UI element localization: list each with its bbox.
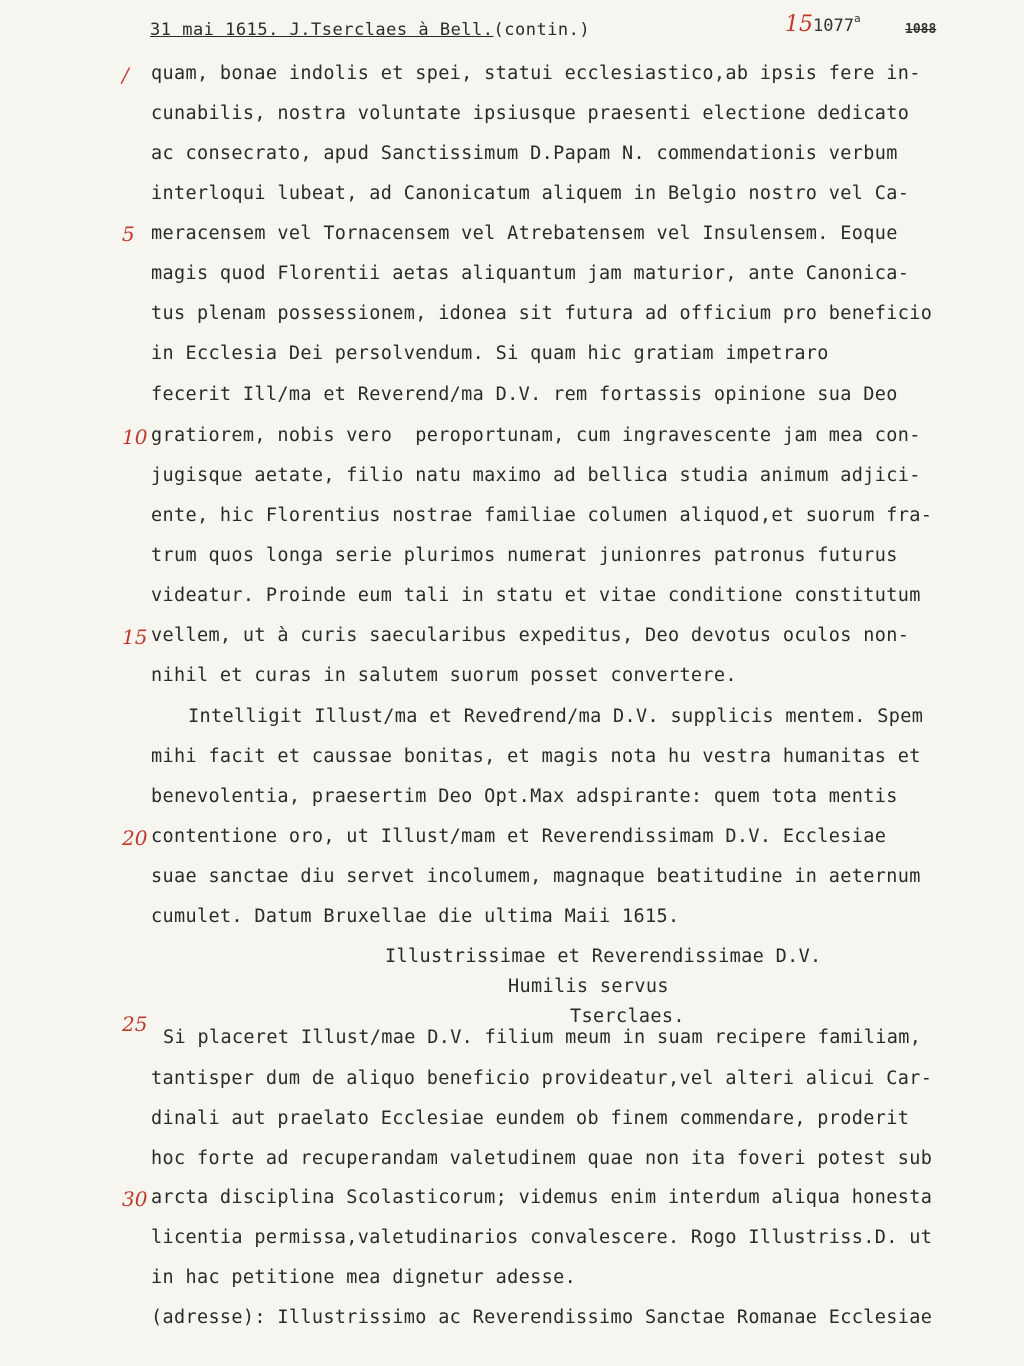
text-line: cumulet. Datum Bruxellae die ultima Maii 1615.: [151, 906, 680, 927]
text-line: interloqui lubeat, ad Canonicatum aliquem in Belgio nostro vel Ca-: [151, 183, 910, 204]
folio-struck: 1088: [905, 22, 937, 37]
text-line: Intelligit Illust/ma et Reveđrend/ma D.V. supplicis mentem. Spem: [188, 706, 924, 727]
text-line: ente, hic Florentius nostrae familiae columen aliquod,et suorum fra-: [151, 505, 933, 526]
line-marker: 30: [122, 1187, 148, 1211]
text-line: tus plenam possessionem, idonea sit futura ad officium pro beneficio: [151, 303, 933, 324]
text-line: gratiorem, nobis vero peroportunam, cum ingravescente jam mea con-: [151, 425, 921, 446]
line-marker: /: [122, 63, 129, 87]
text-line: in Ecclesia Dei persolvendum. Si quam hic gratiam impetraro: [151, 343, 829, 364]
text-line: arcta disciplina Scolasticorum; videmus enim interdum aliqua honesta: [151, 1187, 933, 1208]
text-line: cunabilis, nostra voluntate ipsiusque praesenti electione dedicato: [151, 103, 910, 124]
text-line: quam, bonae indolis et spei, statui ecclesiastico,ab ipsis fere in-: [151, 63, 921, 84]
text-line: nihil et curas in salutem suorum posset convertere.: [151, 665, 737, 686]
text-line: mihi facit et caussae bonitas, et magis nota hu vestra humanitas et: [151, 746, 921, 767]
folio-pencil: 15: [785, 12, 813, 37]
folio-typed: 1077: [813, 16, 854, 36]
text-line: hoc forte ad recuperandam valetudinem quae non ita foveri potest sub: [151, 1148, 933, 1169]
folio-number: [785, 12, 861, 37]
text-line: contentione oro, ut Illust/mam et Reverendissimam D.V. Ecclesiae: [151, 826, 887, 847]
text-line: ac consecrato, apud Sanctissimum D.Papam N. commendationis verbum: [151, 143, 898, 164]
signature: Tserclaes.: [570, 1006, 685, 1027]
text-line: (adresse): Illustrissimo ac Reverendissimo Sanctae Romanae Ecclesiae: [151, 1307, 933, 1328]
text-line: vellem, ut à curis saecularibus expeditus, Deo devotus oculos non-: [151, 625, 910, 646]
text-line: jugisque aetate, filio natu maximo ad bellica studia animum adjici-: [151, 465, 921, 486]
line-marker: 25: [122, 1012, 148, 1036]
text-line: in hac petitione mea dignetur adesse.: [151, 1267, 577, 1288]
closing-line: Illustrissimae et Reverendissimae D.V.: [385, 946, 822, 967]
text-line: videatur. Proinde eum tali in statu et vitae conditione constitutum: [151, 585, 921, 606]
folio-sup: a: [853, 12, 861, 25]
line-marker: 15: [122, 625, 148, 649]
line-marker: 20: [122, 826, 148, 850]
text-line: dinali aut praelato Ecclesiae eundem ob finem commendare, proderit: [151, 1108, 910, 1129]
text-line: suae sanctae diu servet incolumem, magnaque beatitudine in aeternum: [151, 866, 921, 887]
line-marker: 10: [122, 425, 148, 449]
text-line: tantisper dum de aliquo beneficio provideatur,vel alteri alicui Car-: [151, 1068, 933, 1089]
text-line: meracensem vel Tornacensem vel Atrebatensem vel Insulensem. Eoque: [151, 223, 898, 244]
header-contin: (contin.): [493, 20, 591, 40]
page-header: [150, 20, 590, 40]
line-marker: 5: [122, 222, 135, 246]
text-line: licentia permissa,valetudinarios convalescere. Rogo Illustriss.D. ut: [151, 1227, 933, 1248]
text-line: magis quod Florentii aetas aliquantum jam maturior, ante Canonica-: [151, 263, 910, 284]
text-line: Si placeret Illust/mae D.V. filium meum in suam recipere familiam,: [163, 1027, 922, 1048]
text-line: fecerit Ill/ma et Reverend/ma D.V. rem fortassis opinione sua Deo: [151, 384, 898, 405]
text-line: trum quos longa serie plurimos numerat junionres patronus futurus: [151, 545, 898, 566]
text-line: benevolentia, praesertim Deo Opt.Max adspirante: quem tota mentis: [151, 786, 898, 807]
closing-line: Humilis servus: [508, 976, 669, 997]
header-title: 31 mai 1615. J.Tserclaes à Bell.: [150, 20, 494, 40]
